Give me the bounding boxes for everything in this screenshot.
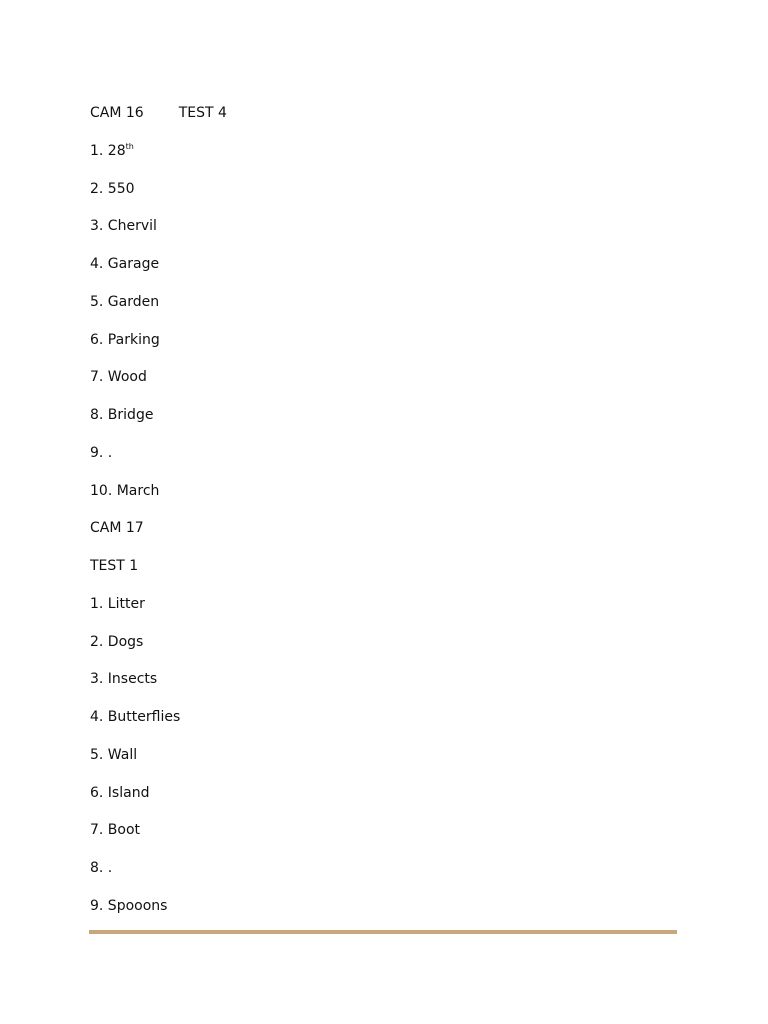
cam16-answer-2: 2. 550 [90,180,135,197]
cam17-answer-1: 1. Litter [90,595,145,612]
heading-cam17-test: TEST 1 [90,558,139,574]
cam17-answer-5: 5. Wall [90,746,138,763]
cam16-label: CAM 16 [90,105,144,121]
cam17-answer-4: 4. Butterflies [90,709,181,725]
cam16-answer-3: 3. Chervil [90,218,157,235]
cam16-answer-4: 4. Garage [90,256,160,272]
document-page [90,104,680,935]
cam16-answer-10: 10. March [90,482,160,499]
cam16-answer-5: 5. Garden [90,293,160,310]
cam16-test-label: TEST 4 [178,105,227,121]
cam17-answer-8: 8. . [90,860,113,876]
cam17-answer-9: 9. Spooons [90,897,168,914]
cam17-answer-2: 2. Dogs [90,633,144,650]
heading-cam17: CAM 17 [90,520,144,537]
cam16-answer-7: 7. Wood [90,369,147,386]
cam16-answer-8: 8. Bridge [90,407,154,423]
cam17-answer-6: 6. Island [90,784,150,801]
horizontal-divider [89,930,677,934]
cam17-answer-3: 3. Insects [90,671,158,688]
answer-text: 1. 28 [90,142,126,159]
cam16-answer-9: 9. . [90,444,113,461]
heading-cam16 [90,104,680,142]
cam17-answer-7: 7. Boot [90,822,141,839]
ordinal-suffix: th [125,141,134,151]
cam16-answer-6: 6. Parking [90,331,160,348]
cam16-answer-1 [90,142,680,180]
